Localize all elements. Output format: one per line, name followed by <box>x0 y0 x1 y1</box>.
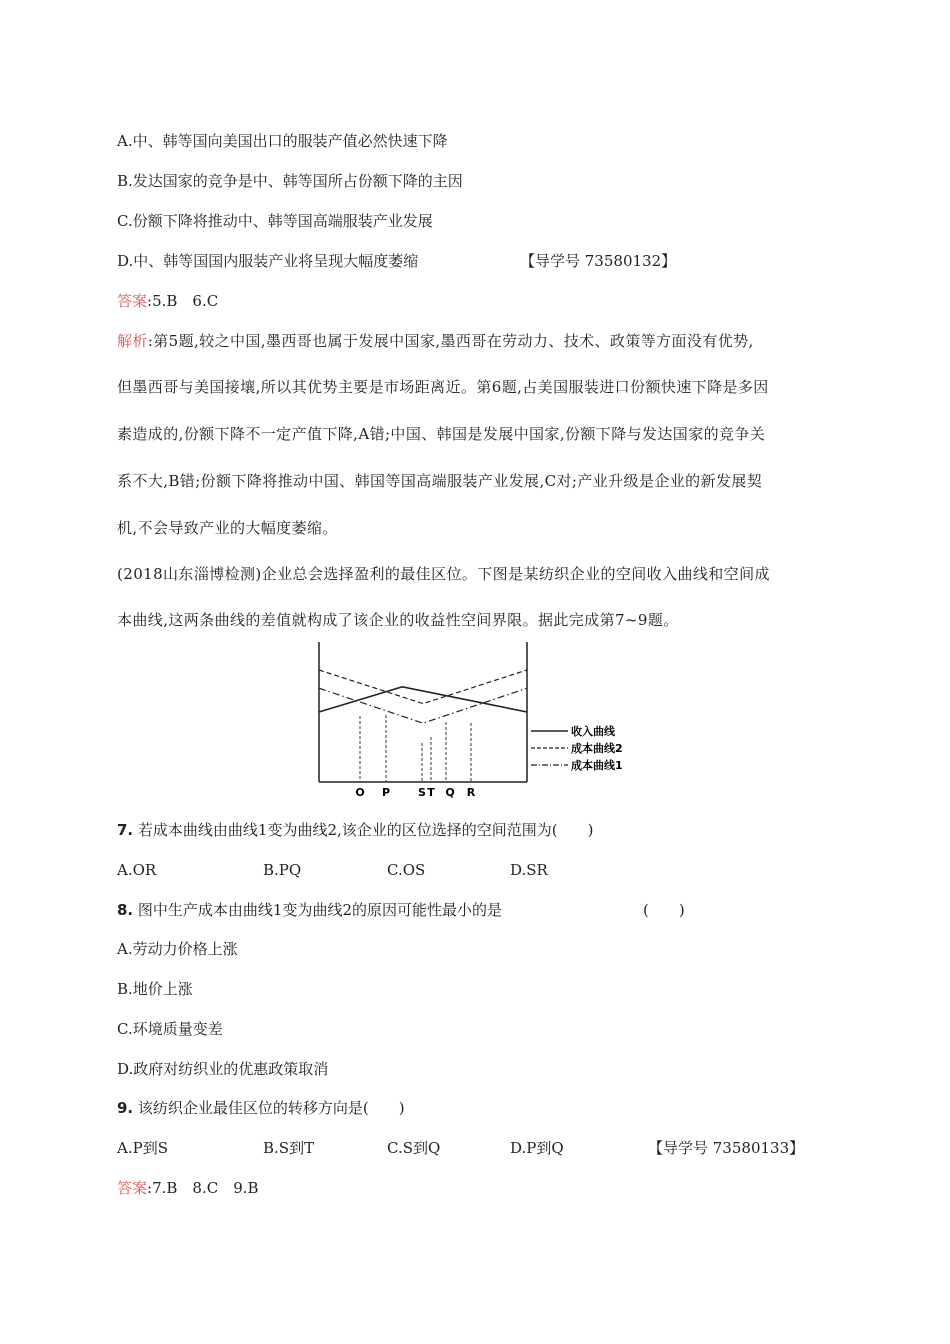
x-label-p: P <box>381 786 391 799</box>
analysis-label: 解析 <box>117 332 148 350</box>
q6-option-a: A.中、韩等国向美国出口的服装产值必然快速下降 <box>117 132 448 150</box>
question-9 <box>117 1098 405 1118</box>
answer-text: :5.B 6.C <box>147 292 219 310</box>
x-label-r: R <box>466 786 476 799</box>
q8-option-d: D.政府对纺织业的优惠政策取消 <box>117 1060 329 1078</box>
q8-option-b: B.地价上涨 <box>117 980 193 998</box>
question-7-number: 7. <box>117 821 134 839</box>
question-8 <box>117 900 502 920</box>
answer-label-2: 答案 <box>117 1179 148 1197</box>
legend-label-cost1: 成本曲线1 <box>571 759 623 772</box>
analysis-line-4: 系不大,B错;份额下降将推动中国、韩国等国高端服装产业发展,C对;产业升级是企业的新发展契 <box>117 472 763 490</box>
legend <box>531 724 623 772</box>
legend-label-cost2: 成本曲线2 <box>571 742 623 755</box>
question-8-text: 图中生产成本由曲线1变为曲线2的原因可能性最小的是 <box>133 901 502 919</box>
series-layer <box>319 670 527 723</box>
revenue-cost-chart <box>300 640 680 800</box>
q6-option-d: D.中、韩等国国内服装产业将呈现大幅度萎缩 <box>117 252 419 270</box>
answer-7-9 <box>117 1178 259 1198</box>
guide-number-1: 【导学号 73580132】 <box>520 252 677 270</box>
x-label-o: O <box>355 786 365 799</box>
analysis-line-3: 素造成的,份额下降不一定产值下降,A错;中国、韩国是发展中国家,份额下降与发达国家的竞争关 <box>117 425 766 443</box>
q9-option-a: A.P到S <box>117 1139 168 1157</box>
q9-option-c: C.S到Q <box>387 1139 441 1157</box>
answer-text-2: :7.B 8.C 9.B <box>147 1179 259 1197</box>
x-labels <box>355 786 475 799</box>
revenue-curve <box>319 687 527 712</box>
q8-option-c: C.环境质量变差 <box>117 1020 223 1038</box>
analysis-line-2: 但墨西哥与美国接壤,所以其优势主要是市场距离近。第6题,占美国服装进口份额快速下降是多因 <box>117 378 769 396</box>
question-9-number: 9. <box>117 1099 134 1117</box>
guide-number-2: 【导学号 73580133】 <box>648 1139 805 1157</box>
question-8-number: 8. <box>117 901 134 919</box>
x-label-q: Q <box>445 786 455 799</box>
answer-5-6 <box>117 291 218 311</box>
question-7 <box>117 820 593 840</box>
q7-option-c: C.OS <box>387 861 426 879</box>
intro-line-1: (2018山东淄博检测)企业总会选择盈利的最佳区位。下图是某纺织企业的空间收入曲线和空间成 <box>117 565 770 583</box>
q6-option-c: C.份额下降将推动中、韩等国高端服装产业发展 <box>117 212 433 230</box>
question-8-paren: ( ) <box>643 901 685 919</box>
answer-label: 答案 <box>117 292 148 310</box>
intro-line-2: 本曲线,这两条曲线的差值就构成了该企业的收益性空间界限。据此完成第7~9题。 <box>117 611 679 629</box>
analysis-text-1: :第5题,较之中国,墨西哥也属于发展中国家,墨西哥在劳动力、技术、政策等方面没有优势, <box>147 332 754 350</box>
legend-label-revenue: 收入曲线 <box>571 725 615 738</box>
question-9-text: 该纺织企业最佳区位的转移方向是( ) <box>133 1099 405 1117</box>
q7-option-d: D.SR <box>510 861 548 879</box>
analysis-line-1 <box>117 331 754 351</box>
q6-option-b: B.发达国家的竞争是中、韩等国所占份额下降的主因 <box>117 172 463 190</box>
q7-option-a: A.OR <box>117 861 157 879</box>
x-label-s: S <box>418 786 426 799</box>
q9-option-b: B.S到T <box>263 1139 315 1157</box>
question-7-text: 若成本曲线由曲线1变为曲线2,该企业的区位选择的空间范围为( ) <box>133 821 594 839</box>
q9-option-d: D.P到Q <box>510 1139 564 1157</box>
q7-option-b: B.PQ <box>263 861 302 879</box>
q8-option-a: A.劳动力价格上涨 <box>117 940 238 958</box>
x-label-t: T <box>427 786 435 799</box>
analysis-line-5: 机,不会导致产业的大幅度萎缩。 <box>117 519 338 537</box>
